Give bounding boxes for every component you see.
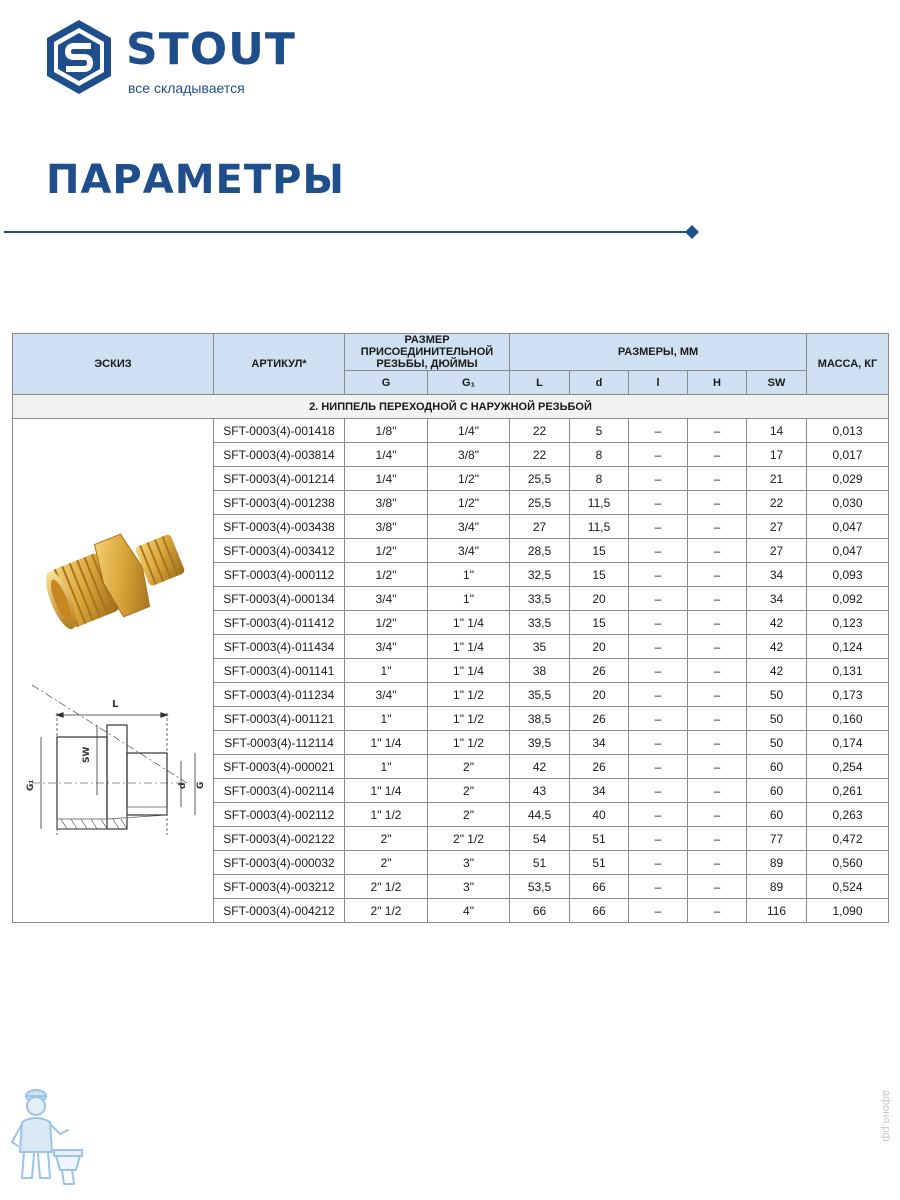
- cell-sw: 77: [747, 827, 807, 851]
- cell-g1: 1" 1/2: [428, 683, 510, 707]
- header-mass: МАССА, КГ: [807, 334, 889, 395]
- cell-l-small: –: [629, 515, 688, 539]
- cell-article: SFT-0003(4)-002122: [214, 827, 345, 851]
- cell-d: 26: [570, 707, 629, 731]
- cell-sw: 27: [747, 515, 807, 539]
- plumber-mascot-icon: [6, 1082, 86, 1192]
- cell-mass: 0,029: [807, 467, 889, 491]
- dim-label-g: G: [196, 781, 206, 789]
- cell-d: 20: [570, 635, 629, 659]
- cell-h: –: [688, 779, 747, 803]
- cell-l-small: –: [629, 467, 688, 491]
- cell-g1: 2": [428, 803, 510, 827]
- header-d: d: [570, 371, 629, 395]
- header-article: АРТИКУЛ*: [214, 334, 345, 395]
- cell-g: 1" 1/4: [345, 731, 428, 755]
- cell-l-length: 44,5: [510, 803, 570, 827]
- cell-g: 3/4": [345, 587, 428, 611]
- cell-sw: 60: [747, 755, 807, 779]
- cell-sw: 27: [747, 539, 807, 563]
- cell-sw: 14: [747, 419, 807, 443]
- cell-h: –: [688, 803, 747, 827]
- cell-h: –: [688, 491, 747, 515]
- cell-article: SFT-0003(4)-112114: [214, 731, 345, 755]
- cell-l-small: –: [629, 587, 688, 611]
- cell-d: 20: [570, 683, 629, 707]
- cell-g: 3/8": [345, 491, 428, 515]
- cell-l-length: 27: [510, 515, 570, 539]
- cell-l-small: –: [629, 539, 688, 563]
- cell-l-length: 43: [510, 779, 570, 803]
- cell-d: 51: [570, 827, 629, 851]
- cell-sw: 89: [747, 851, 807, 875]
- cell-d: 40: [570, 803, 629, 827]
- cell-h: –: [688, 443, 747, 467]
- header-thread-size: РАЗМЕР ПРИСОЕДИНИТЕЛЬНОЙ РЕЗЬБЫ, ДЮЙМЫ: [345, 334, 510, 371]
- cell-l-small: –: [629, 779, 688, 803]
- cell-d: 34: [570, 779, 629, 803]
- cell-g1: 3": [428, 851, 510, 875]
- cell-d: 20: [570, 587, 629, 611]
- cell-g1: 1" 1/2: [428, 731, 510, 755]
- cell-g1: 1/4": [428, 419, 510, 443]
- cell-d: 15: [570, 563, 629, 587]
- cell-article: SFT-0003(4)-003412: [214, 539, 345, 563]
- cell-l-length: 33,5: [510, 587, 570, 611]
- cell-g: 1": [345, 707, 428, 731]
- cell-l-length: 22: [510, 419, 570, 443]
- dim-label-l: L: [112, 699, 119, 710]
- cell-g: 1" 1/4: [345, 779, 428, 803]
- cell-l-small: –: [629, 851, 688, 875]
- cell-article: SFT-0003(4)-002112: [214, 803, 345, 827]
- cell-g1: 1" 1/4: [428, 659, 510, 683]
- table-row: [13, 419, 889, 443]
- cell-d: 34: [570, 731, 629, 755]
- cell-l-small: –: [629, 611, 688, 635]
- cell-d: 26: [570, 755, 629, 779]
- cell-article: SFT-0003(4)-001418: [214, 419, 345, 443]
- cell-g: 1/2": [345, 611, 428, 635]
- cell-sw: 116: [747, 899, 807, 923]
- cell-article: SFT-0003(4)-011234: [214, 683, 345, 707]
- cell-h: –: [688, 587, 747, 611]
- cell-mass: 0,047: [807, 539, 889, 563]
- cell-article: SFT-0003(4)-002114: [214, 779, 345, 803]
- cell-sw: 42: [747, 659, 807, 683]
- cell-d: 8: [570, 467, 629, 491]
- cell-mass: 0,124: [807, 635, 889, 659]
- cell-l-small: –: [629, 707, 688, 731]
- cell-mass: 0,013: [807, 419, 889, 443]
- watermark: афоня.рф: [880, 1090, 892, 1142]
- cell-l-length: 25,5: [510, 491, 570, 515]
- cell-mass: 1,090: [807, 899, 889, 923]
- cell-g: 2" 1/2: [345, 899, 428, 923]
- cell-h: –: [688, 467, 747, 491]
- cell-l-length: 38,5: [510, 707, 570, 731]
- cell-d: 15: [570, 539, 629, 563]
- cell-h: –: [688, 827, 747, 851]
- cell-h: –: [688, 563, 747, 587]
- cell-sw: 17: [747, 443, 807, 467]
- brand-logo: [44, 18, 296, 98]
- cell-l-small: –: [629, 443, 688, 467]
- cell-g1: 2": [428, 755, 510, 779]
- cell-g: 1/4": [345, 467, 428, 491]
- cell-l-small: –: [629, 419, 688, 443]
- header-g: G: [345, 371, 428, 395]
- cell-mass: 0,093: [807, 563, 889, 587]
- cell-mass: 0,263: [807, 803, 889, 827]
- cell-sw: 22: [747, 491, 807, 515]
- cell-sw: 50: [747, 707, 807, 731]
- cell-d: 5: [570, 419, 629, 443]
- header-sketch: ЭСКИЗ: [13, 334, 214, 395]
- dim-label-g1: G₁: [26, 779, 36, 791]
- cell-g1: 1" 1/2: [428, 707, 510, 731]
- cell-sw: 50: [747, 683, 807, 707]
- cell-article: SFT-0003(4)-000134: [214, 587, 345, 611]
- nipple-photo-icon: [35, 499, 195, 649]
- brand-tagline: все складывается: [128, 80, 245, 96]
- cell-article: SFT-0003(4)-003438: [214, 515, 345, 539]
- cell-mass: 0,524: [807, 875, 889, 899]
- cell-l-length: 33,5: [510, 611, 570, 635]
- cell-h: –: [688, 683, 747, 707]
- cell-l-length: 32,5: [510, 563, 570, 587]
- cell-g1: 3": [428, 875, 510, 899]
- cell-article: SFT-0003(4)-000112: [214, 563, 345, 587]
- cell-g: 2" 1/2: [345, 875, 428, 899]
- cell-article: SFT-0003(4)-011412: [214, 611, 345, 635]
- dim-label-d: d: [178, 782, 188, 789]
- cell-h: –: [688, 515, 747, 539]
- cell-l-small: –: [629, 899, 688, 923]
- cell-l-length: 39,5: [510, 731, 570, 755]
- cell-d: 8: [570, 443, 629, 467]
- cell-g: 3/8": [345, 515, 428, 539]
- cell-g1: 4": [428, 899, 510, 923]
- cell-d: 11,5: [570, 491, 629, 515]
- cell-h: –: [688, 611, 747, 635]
- cell-mass: 0,560: [807, 851, 889, 875]
- title-divider: [4, 222, 704, 242]
- cell-l-length: 28,5: [510, 539, 570, 563]
- header-l-small: l: [629, 371, 688, 395]
- cell-mass: 0,173: [807, 683, 889, 707]
- cell-mass: 0,160: [807, 707, 889, 731]
- cell-g1: 3/4": [428, 515, 510, 539]
- cell-mass: 0,131: [807, 659, 889, 683]
- stout-logo-icon: [44, 18, 114, 96]
- cell-l-length: 53,5: [510, 875, 570, 899]
- cell-g1: 1/2": [428, 467, 510, 491]
- cell-h: –: [688, 731, 747, 755]
- header-l-length: L: [510, 371, 570, 395]
- cell-d: 26: [570, 659, 629, 683]
- cell-g: 1": [345, 659, 428, 683]
- cell-mass: 0,123: [807, 611, 889, 635]
- cell-article: SFT-0003(4)-000032: [214, 851, 345, 875]
- cell-l-length: 54: [510, 827, 570, 851]
- cell-g1: 1" 1/4: [428, 635, 510, 659]
- brand-name: STOUT: [126, 24, 296, 75]
- cell-h: –: [688, 875, 747, 899]
- cell-l-length: 35: [510, 635, 570, 659]
- cell-g: 1/4": [345, 443, 428, 467]
- cell-l-length: 25,5: [510, 467, 570, 491]
- cell-sw: 21: [747, 467, 807, 491]
- cell-h: –: [688, 539, 747, 563]
- cell-l-small: –: [629, 659, 688, 683]
- cell-mass: 0,254: [807, 755, 889, 779]
- cell-article: SFT-0003(4)-011434: [214, 635, 345, 659]
- cell-mass: 0,092: [807, 587, 889, 611]
- cell-h: –: [688, 707, 747, 731]
- cell-l-small: –: [629, 635, 688, 659]
- cell-h: –: [688, 659, 747, 683]
- cell-g: 2": [345, 851, 428, 875]
- cell-l-length: 35,5: [510, 683, 570, 707]
- cell-g1: 2" 1/2: [428, 827, 510, 851]
- cell-h: –: [688, 899, 747, 923]
- cell-l-length: 22: [510, 443, 570, 467]
- cell-h: –: [688, 755, 747, 779]
- dim-label-sw: SW: [82, 746, 92, 763]
- cell-l-small: –: [629, 827, 688, 851]
- cell-d: 66: [570, 875, 629, 899]
- cell-g: 3/4": [345, 635, 428, 659]
- cell-l-small: –: [629, 491, 688, 515]
- cell-d: 51: [570, 851, 629, 875]
- cell-sw: 34: [747, 587, 807, 611]
- cell-d: 15: [570, 611, 629, 635]
- cell-l-small: –: [629, 563, 688, 587]
- cell-article: SFT-0003(4)-003814: [214, 443, 345, 467]
- cell-l-length: 51: [510, 851, 570, 875]
- header-sw: SW: [747, 371, 807, 395]
- cell-h: –: [688, 851, 747, 875]
- cell-article: SFT-0003(4)-004212: [214, 899, 345, 923]
- cell-mass: 0,017: [807, 443, 889, 467]
- cell-sw: 34: [747, 563, 807, 587]
- cell-article: SFT-0003(4)-001238: [214, 491, 345, 515]
- cell-d: 66: [570, 899, 629, 923]
- cell-g: 1/2": [345, 563, 428, 587]
- cell-l-length: 38: [510, 659, 570, 683]
- cell-article: SFT-0003(4)-003212: [214, 875, 345, 899]
- cell-l-small: –: [629, 731, 688, 755]
- cell-article: SFT-0003(4)-001214: [214, 467, 345, 491]
- cell-sw: 89: [747, 875, 807, 899]
- cell-g1: 1": [428, 563, 510, 587]
- cell-g: 1/2": [345, 539, 428, 563]
- cell-h: –: [688, 419, 747, 443]
- sketch-cell: [13, 419, 214, 923]
- cell-l-small: –: [629, 755, 688, 779]
- cell-sw: 60: [747, 803, 807, 827]
- technical-drawing: [17, 685, 207, 855]
- page-title: ПАРАМЕТРЫ: [46, 157, 345, 203]
- cell-l-small: –: [629, 875, 688, 899]
- cell-l-length: 42: [510, 755, 570, 779]
- cell-sw: 42: [747, 635, 807, 659]
- cell-sw: 42: [747, 611, 807, 635]
- cell-g: 3/4": [345, 683, 428, 707]
- section-title: 2. НИППЕЛЬ ПЕРЕХОДНОЙ С НАРУЖНОЙ РЕЗЬБОЙ: [13, 395, 889, 419]
- cell-sw: 50: [747, 731, 807, 755]
- cell-mass: 0,472: [807, 827, 889, 851]
- cell-l-small: –: [629, 683, 688, 707]
- cell-article: SFT-0003(4)-001121: [214, 707, 345, 731]
- header-h: H: [688, 371, 747, 395]
- cell-d: 11,5: [570, 515, 629, 539]
- cell-article: SFT-0003(4)-000021: [214, 755, 345, 779]
- cell-mass: 0,174: [807, 731, 889, 755]
- cell-l-small: –: [629, 803, 688, 827]
- cell-g: 1": [345, 755, 428, 779]
- header-g1: G₁: [428, 371, 510, 395]
- cell-sw: 60: [747, 779, 807, 803]
- cell-g1: 3/8": [428, 443, 510, 467]
- cell-mass: 0,030: [807, 491, 889, 515]
- cell-g1: 1" 1/4: [428, 611, 510, 635]
- cell-g1: 2": [428, 779, 510, 803]
- cell-mass: 0,261: [807, 779, 889, 803]
- cell-article: SFT-0003(4)-001141: [214, 659, 345, 683]
- parameters-table: [12, 333, 889, 923]
- cell-l-length: 66: [510, 899, 570, 923]
- cell-g1: 3/4": [428, 539, 510, 563]
- header-dimensions: РАЗМЕРЫ, ММ: [510, 334, 807, 371]
- cell-g1: 1": [428, 587, 510, 611]
- cell-mass: 0,047: [807, 515, 889, 539]
- cell-g1: 1/2": [428, 491, 510, 515]
- cell-g: 1" 1/2: [345, 803, 428, 827]
- cell-g: 2": [345, 827, 428, 851]
- cell-h: –: [688, 635, 747, 659]
- cell-g: 1/8": [345, 419, 428, 443]
